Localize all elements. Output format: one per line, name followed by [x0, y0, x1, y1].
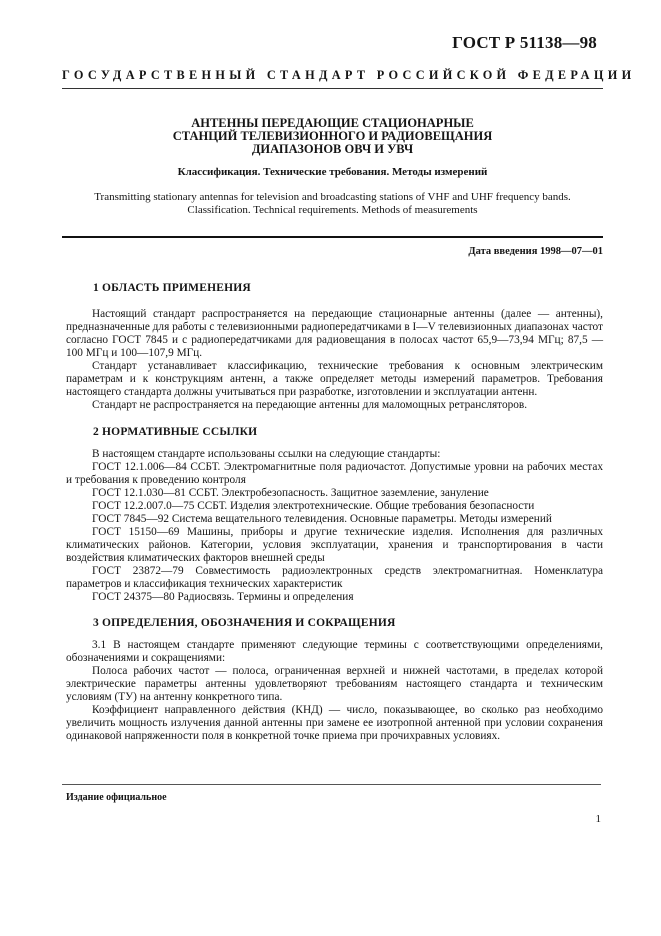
reference-item: ГОСТ 12.2.007.0—75 ССБТ. Изделия электротехнические. Общие требования безопасности	[92, 500, 535, 512]
edition-label: Издание официальное	[66, 792, 167, 803]
english-title-line: Transmitting stationary antennas for television and broadcasting stations of VHF and UHF frequency bands.	[94, 191, 571, 203]
english-title	[62, 191, 603, 217]
title-line: ДИАПАЗОНОВ ОВЧ И УВЧ	[251, 142, 414, 156]
introduction-date: Дата введения 1998—07—01	[468, 246, 603, 257]
paragraph: Стандарт устанавливает классификацию, технические требования к основным электрическим параметрам и к конструкциям антенн, а также определяет методы измерений параметров. Требования настоящего стандарта должны учитываться при разработке, изготовлении и эксплуатации антенн.	[66, 360, 603, 398]
reference-item: ГОСТ 23872—79 Совместимость радиоэлектронных средств электромагнитная. Номенклатура параметров и классификация технических характеристик	[66, 565, 603, 590]
paragraph: Стандарт не распространяется на передающие антенны для маломощных ретрансляторов.	[92, 399, 528, 411]
header-rule	[62, 88, 603, 89]
title-line: АНТЕННЫ ПЕРЕДАЮЩИЕ СТАЦИОНАРНЫЕ	[191, 116, 474, 130]
document-subtitle: Классификация. Технические требования. Методы измерений	[177, 166, 488, 178]
paragraph: Коэффициент направленного действия (КНД) — число, показывающее, во сколько раз необходимо увеличить мощность излучения данной антенны при замене ее изотропной антенной при условии сохранения одинаковой напряженности поля в конкретной точке приема при прочихравных условиях.	[66, 704, 603, 742]
reference-item: ГОСТ 12.1.006—84 ССБТ. Электромагнитные поля радиочастот. Допустимые уровни на рабочих местах и требования к проведению контроля	[66, 461, 603, 486]
english-title-line: Classification. Technical requirements. Methods of measurements	[187, 204, 478, 216]
paragraph: Настоящий стандарт распространяется на передающие стационарные антенны (далее — антенны), предназначенные для работы с телевизионными радиопередатчиками в I—V телевизионных диапазонах частот согласно ГОСТ 7845 и с радиопередатчиками для радиовещания в полосах частот 65,9—73,94 МГц; 87,5 — 100 МГц и 100—107,9 МГц.	[66, 308, 603, 359]
paragraph: 3.1 В настоящем стандарте применяют следующие термины с соответствующими определениями, обозначениями и сокращениями:	[66, 639, 603, 664]
section-heading: 1 ОБЛАСТЬ ПРИМЕНЕНИЯ	[93, 282, 251, 294]
reference-item: ГОСТ 24375—80 Радиосвязь. Термины и определения	[92, 591, 354, 603]
reference-item: ГОСТ 7845—92 Система вещательного телевидения. Основные параметры. Методы измерений	[92, 513, 552, 525]
section-heading: 3 ОПРЕДЕЛЕНИЯ, ОБОЗНАЧЕНИЯ И СОКРАЩЕНИЯ	[93, 617, 396, 629]
paragraph: В настоящем стандарте использованы ссылки на следующие стандарты:	[92, 448, 441, 460]
standard-header: ГОСУДАРСТВЕННЫЙ СТАНДАРТ РОССИЙСКОЙ ФЕДЕРАЦИИ	[62, 68, 636, 82]
title-line: СТАНЦИЙ ТЕЛЕВИЗИОННОГО И РАДИОВЕЩАНИЯ	[172, 129, 493, 143]
section-heading: 2 НОРМАТИВНЫЕ ССЫЛКИ	[93, 426, 258, 438]
section-normative-references	[66, 426, 603, 604]
section-scope	[66, 282, 603, 412]
document-code: ГОСТ Р 51138—98	[452, 33, 597, 52]
reference-item: ГОСТ 12.1.030—81 ССБТ. Электробезопасность. Защитное заземление, зануление	[92, 487, 489, 499]
paragraph: Полоса рабочих частот — полоса, ограниченная верхней и нижней частотами, в пределах которой электрические параметры антенны удовлетворяют требованиям настоящего стандарта и техническим условиям (ТУ) на антенну конкретного типа.	[66, 665, 603, 703]
section-definitions	[66, 617, 603, 743]
title-rule	[62, 236, 603, 238]
footer-rule	[62, 784, 601, 785]
document-title	[62, 117, 603, 156]
page-number: 1	[595, 813, 601, 825]
reference-item: ГОСТ 15150—69 Машины, приборы и другие технические изделия. Исполнения для различных климатических районов. Категории, условия эксплуатации, хранения и транспортирования в части воздействия климатических факторов внешней среды	[66, 526, 603, 564]
